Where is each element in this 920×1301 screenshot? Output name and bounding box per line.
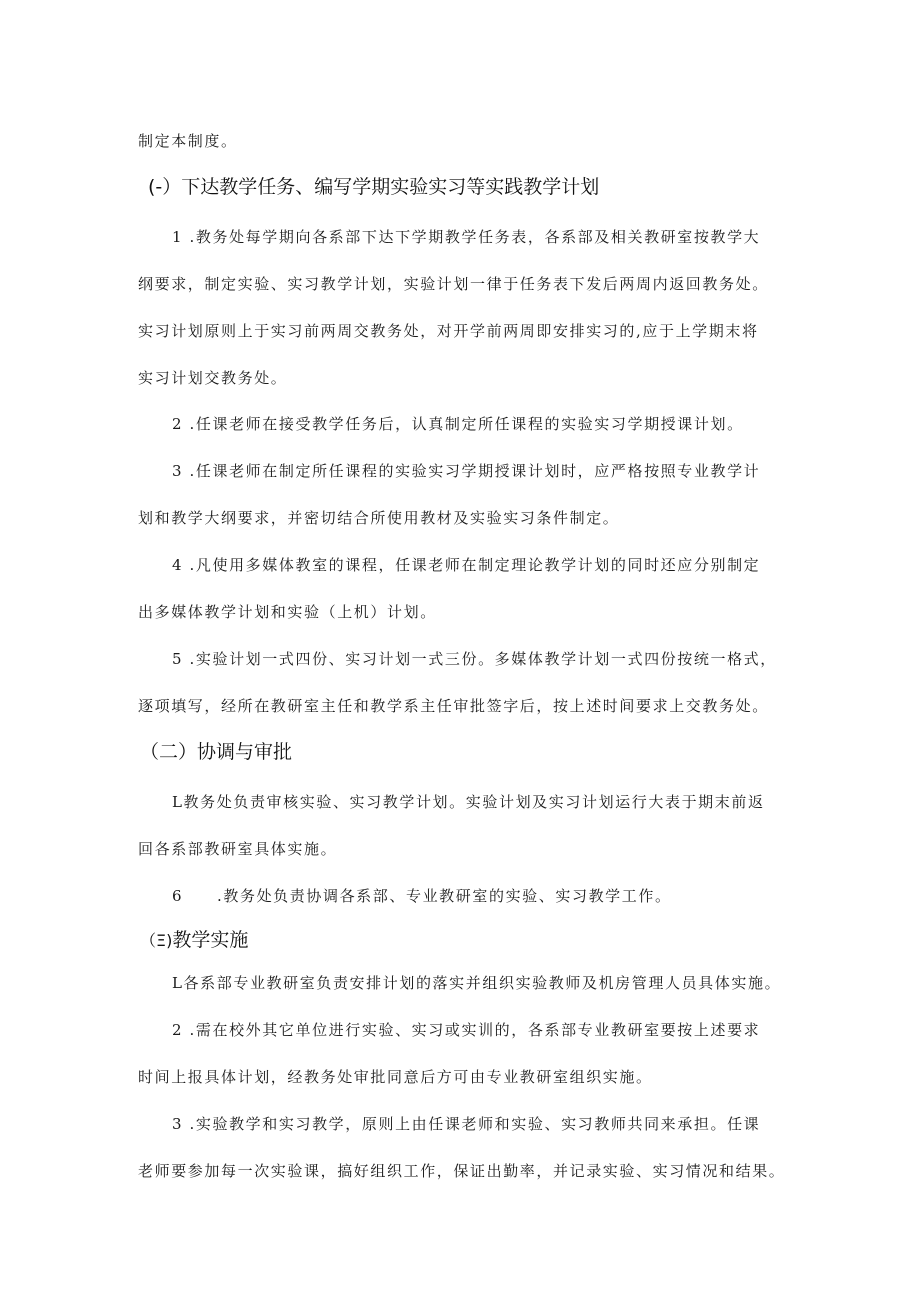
paragraph-2-1-line-1: L教务处负责审核实验、实习教学计划。实验计划及实习计划运行大表于期末前返 <box>172 793 765 811</box>
section-heading-1: (-）下达教学任务、编写学期实验实习等实践教学计划 <box>148 176 600 198</box>
paragraph-1-1-line-4: 实习计划交教务处。 <box>138 369 288 387</box>
paragraph-1-1-line-3: 实习计划原则上于实习前两周交教务处，对开学前两周即安排实习的,应于上学期末将 <box>138 322 759 340</box>
section-heading-2: （二）协调与审批 <box>140 741 293 763</box>
paragraph-3-3-line-1: 3 .实验教学和实习教学，原则上由任课老师和实验、实习教师共同来承担。任课 <box>172 1115 761 1133</box>
paragraph-2-1-line-2: 回各系部教研室具体实施。 <box>138 840 338 858</box>
paragraph-1-1-line-2: 纲要求，制定实验、实习教学计划，实验计划一律于任务表下发后两周内返回教务处。 <box>138 275 769 293</box>
paragraph-1-2: 2 .任课老师在接受教学任务后，认真制定所任课程的实验实习学期授课计划。 <box>172 415 744 433</box>
paragraph-1-3-line-2: 划和教学大纲要求，并密切结合所使用教材及实验实习条件制定。 <box>138 509 620 527</box>
paragraph-2-2-text: .教务处负责协调各系部、专业教研室的实验、实习教学工作。 <box>217 887 672 905</box>
paragraph-1-4-line-1: 4 .凡使用多媒体教室的课程，任课老师在制定理论教学计划的同时还应分别制定 <box>172 556 761 574</box>
paragraph-1-1-line-1: 1 .教务处每学期向各系部下达下学期教学任务表，各系部及相关教研室按教学大 <box>172 228 761 246</box>
intro-tail-text: 制定本制度。 <box>138 132 238 150</box>
section-heading-3 <box>140 928 248 953</box>
paragraph-1-5-line-1: 5 .实验计划一式四份、实习计划一式三份。多媒体教学计划一式四份按统一格式， <box>172 650 777 668</box>
paragraph-3-2-line-2: 时间上报具体计划，经教务处审批同意后方可由专业教研室组织实施。 <box>138 1068 653 1086</box>
paragraph-3-3-line-2: 老师要参加每一次实验课，搞好组织工作，保证出勤率，并记录实验、实习情况和结果。 <box>138 1162 786 1180</box>
paragraph-1-5-line-2: 逐项填写，经所在教研室主任和教学系主任审批签字后，按上述时间要求上交教务处。 <box>138 697 769 715</box>
paragraph-3-1: L各系部专业教研室负责安排计划的落实并组织实验教师及机房管理人员具体实施。 <box>172 974 782 992</box>
section-heading-3-title: 教学实施 <box>172 929 249 951</box>
section-heading-3-prefix: （Ξ) <box>140 931 173 950</box>
paragraph-3-2-line-1: 2 .需在校外其它单位进行实验、实习或实训的，各系部专业教研室要按上述要求 <box>172 1021 761 1039</box>
paragraph-1-4-line-2: 出多媒体教学计划和实验（上机）计划。 <box>138 603 437 621</box>
paragraph-1-3-line-1: 3 .任课老师在制定所任课程的实验实习学期授课计划时，应严格按照专业教学计 <box>172 462 761 480</box>
paragraph-2-2-number: 6 <box>172 887 184 905</box>
